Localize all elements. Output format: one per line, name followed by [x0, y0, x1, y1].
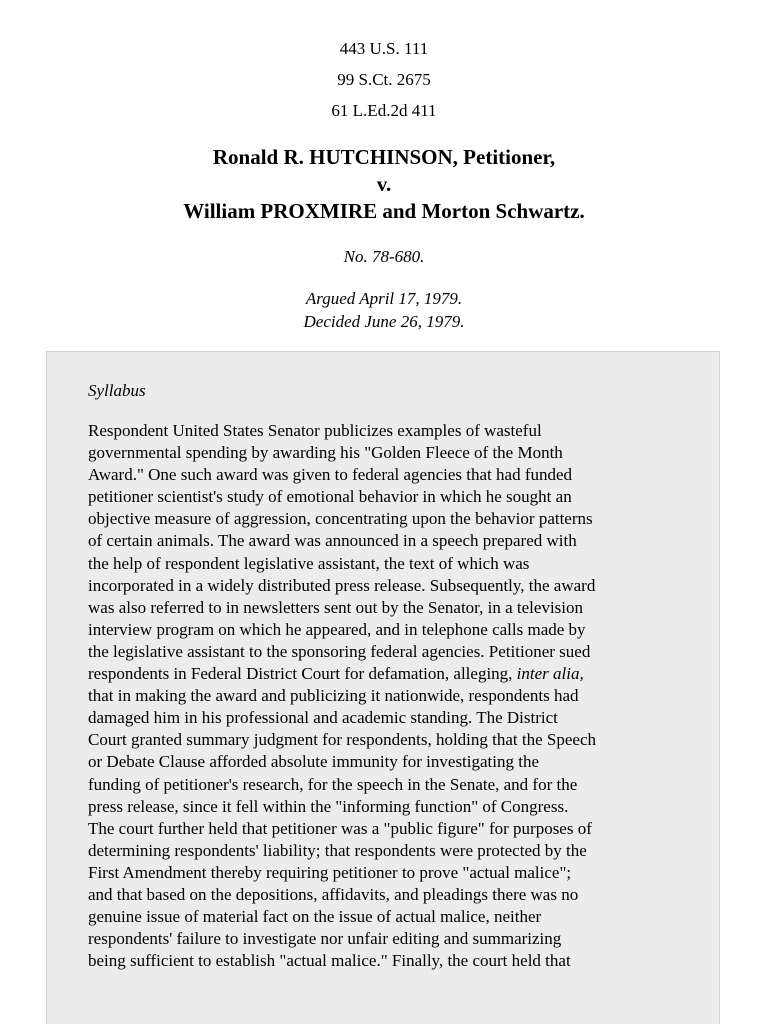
syllabus-line: damaged him in his professional and academic standing. The District	[88, 708, 558, 728]
syllabus-line: objective measure of aggression, concentrating upon the behavior patterns	[88, 509, 593, 529]
supreme-court-reporter-citation: 99 S.Ct. 2675	[337, 70, 431, 89]
syllabus-line-with-italic	[88, 663, 688, 685]
lawyers-edition-citation: 61 L.Ed.2d 411	[331, 101, 437, 120]
syllabus-line: or Debate Clause afforded absolute immunity for investigating the	[88, 752, 540, 772]
syllabus-line: incorporated in a widely distributed press release. Subsequently, the award	[88, 575, 596, 595]
syllabus-line: governmental spending by awarding his "Golden Fleece of the Month	[88, 443, 563, 463]
decided-date: Decided June 26, 1979.	[303, 312, 465, 331]
respondents-name: William PROXMIRE and Morton Schwartz.	[183, 199, 585, 223]
syllabus-line: of certain animals. The award was announced in a speech prepared with	[88, 531, 577, 551]
syllabus-line: funding of petitioner's research, for the speech in the Senate, and for the	[88, 774, 578, 794]
case-dates	[0, 287, 768, 333]
syllabus-line: respondents' failure to investigate nor unfair editing and summarizing	[88, 929, 562, 949]
case-title	[0, 144, 768, 225]
syllabus-line: being sufficient to establish "actual malice." Finally, the court held that	[88, 951, 571, 971]
versus-label: v.	[376, 172, 392, 196]
syllabus-text	[88, 420, 688, 972]
syllabus-line: the help of respondent legislative assistant, the text of which was	[88, 553, 530, 573]
citations	[0, 33, 768, 126]
syllabus-line: that in making the award and publicizing it nationwide, respondents had	[88, 686, 579, 706]
us-reports-citation: 443 U.S. 111	[339, 39, 429, 58]
syllabus-heading: Syllabus	[88, 381, 146, 400]
docket-number: No. 78-680.	[343, 247, 425, 266]
inter-alia-phrase: inter alia,	[516, 664, 584, 684]
syllabus-line: press release, since it fell within the "informing function" of Congress.	[88, 796, 569, 816]
syllabus-line: petitioner scientist's study of emotional behavior in which he sought an	[88, 487, 572, 507]
syllabus-panel	[46, 351, 720, 1024]
syllabus-line: was also referred to in newsletters sent out by the Senator, in a television	[88, 597, 584, 617]
argued-date: Argued April 17, 1979.	[305, 289, 463, 308]
syllabus-line: Respondent United States Senator publicizes examples of wasteful	[88, 421, 542, 440]
syllabus-line: First Amendment thereby requiring petitioner to prove "actual malice";	[88, 862, 572, 882]
syllabus-line: Court granted summary judgment for respondents, holding that the Speech	[88, 730, 597, 750]
syllabus-line: determining respondents' liability; that respondents were protected by the	[88, 840, 587, 860]
syllabus-line: Award." One such award was given to federal agencies that had funded	[88, 465, 573, 485]
syllabus-line-segment: respondents in Federal District Court for defamation, alleging,	[88, 664, 517, 684]
petitioner-name: Ronald R. HUTCHINSON, Petitioner,	[212, 145, 556, 169]
syllabus-line: interview program on which he appeared, and in telephone calls made by	[88, 619, 586, 639]
syllabus-line: the legislative assistant to the sponsoring federal agencies. Petitioner sued	[88, 641, 591, 661]
syllabus-line: The court further held that petitioner was a "public figure" for purposes of	[88, 818, 592, 838]
syllabus-line: and that based on the depositions, affidavits, and pleadings there was no	[88, 884, 579, 904]
syllabus-line: genuine issue of material fact on the issue of actual malice, neither	[88, 907, 542, 927]
